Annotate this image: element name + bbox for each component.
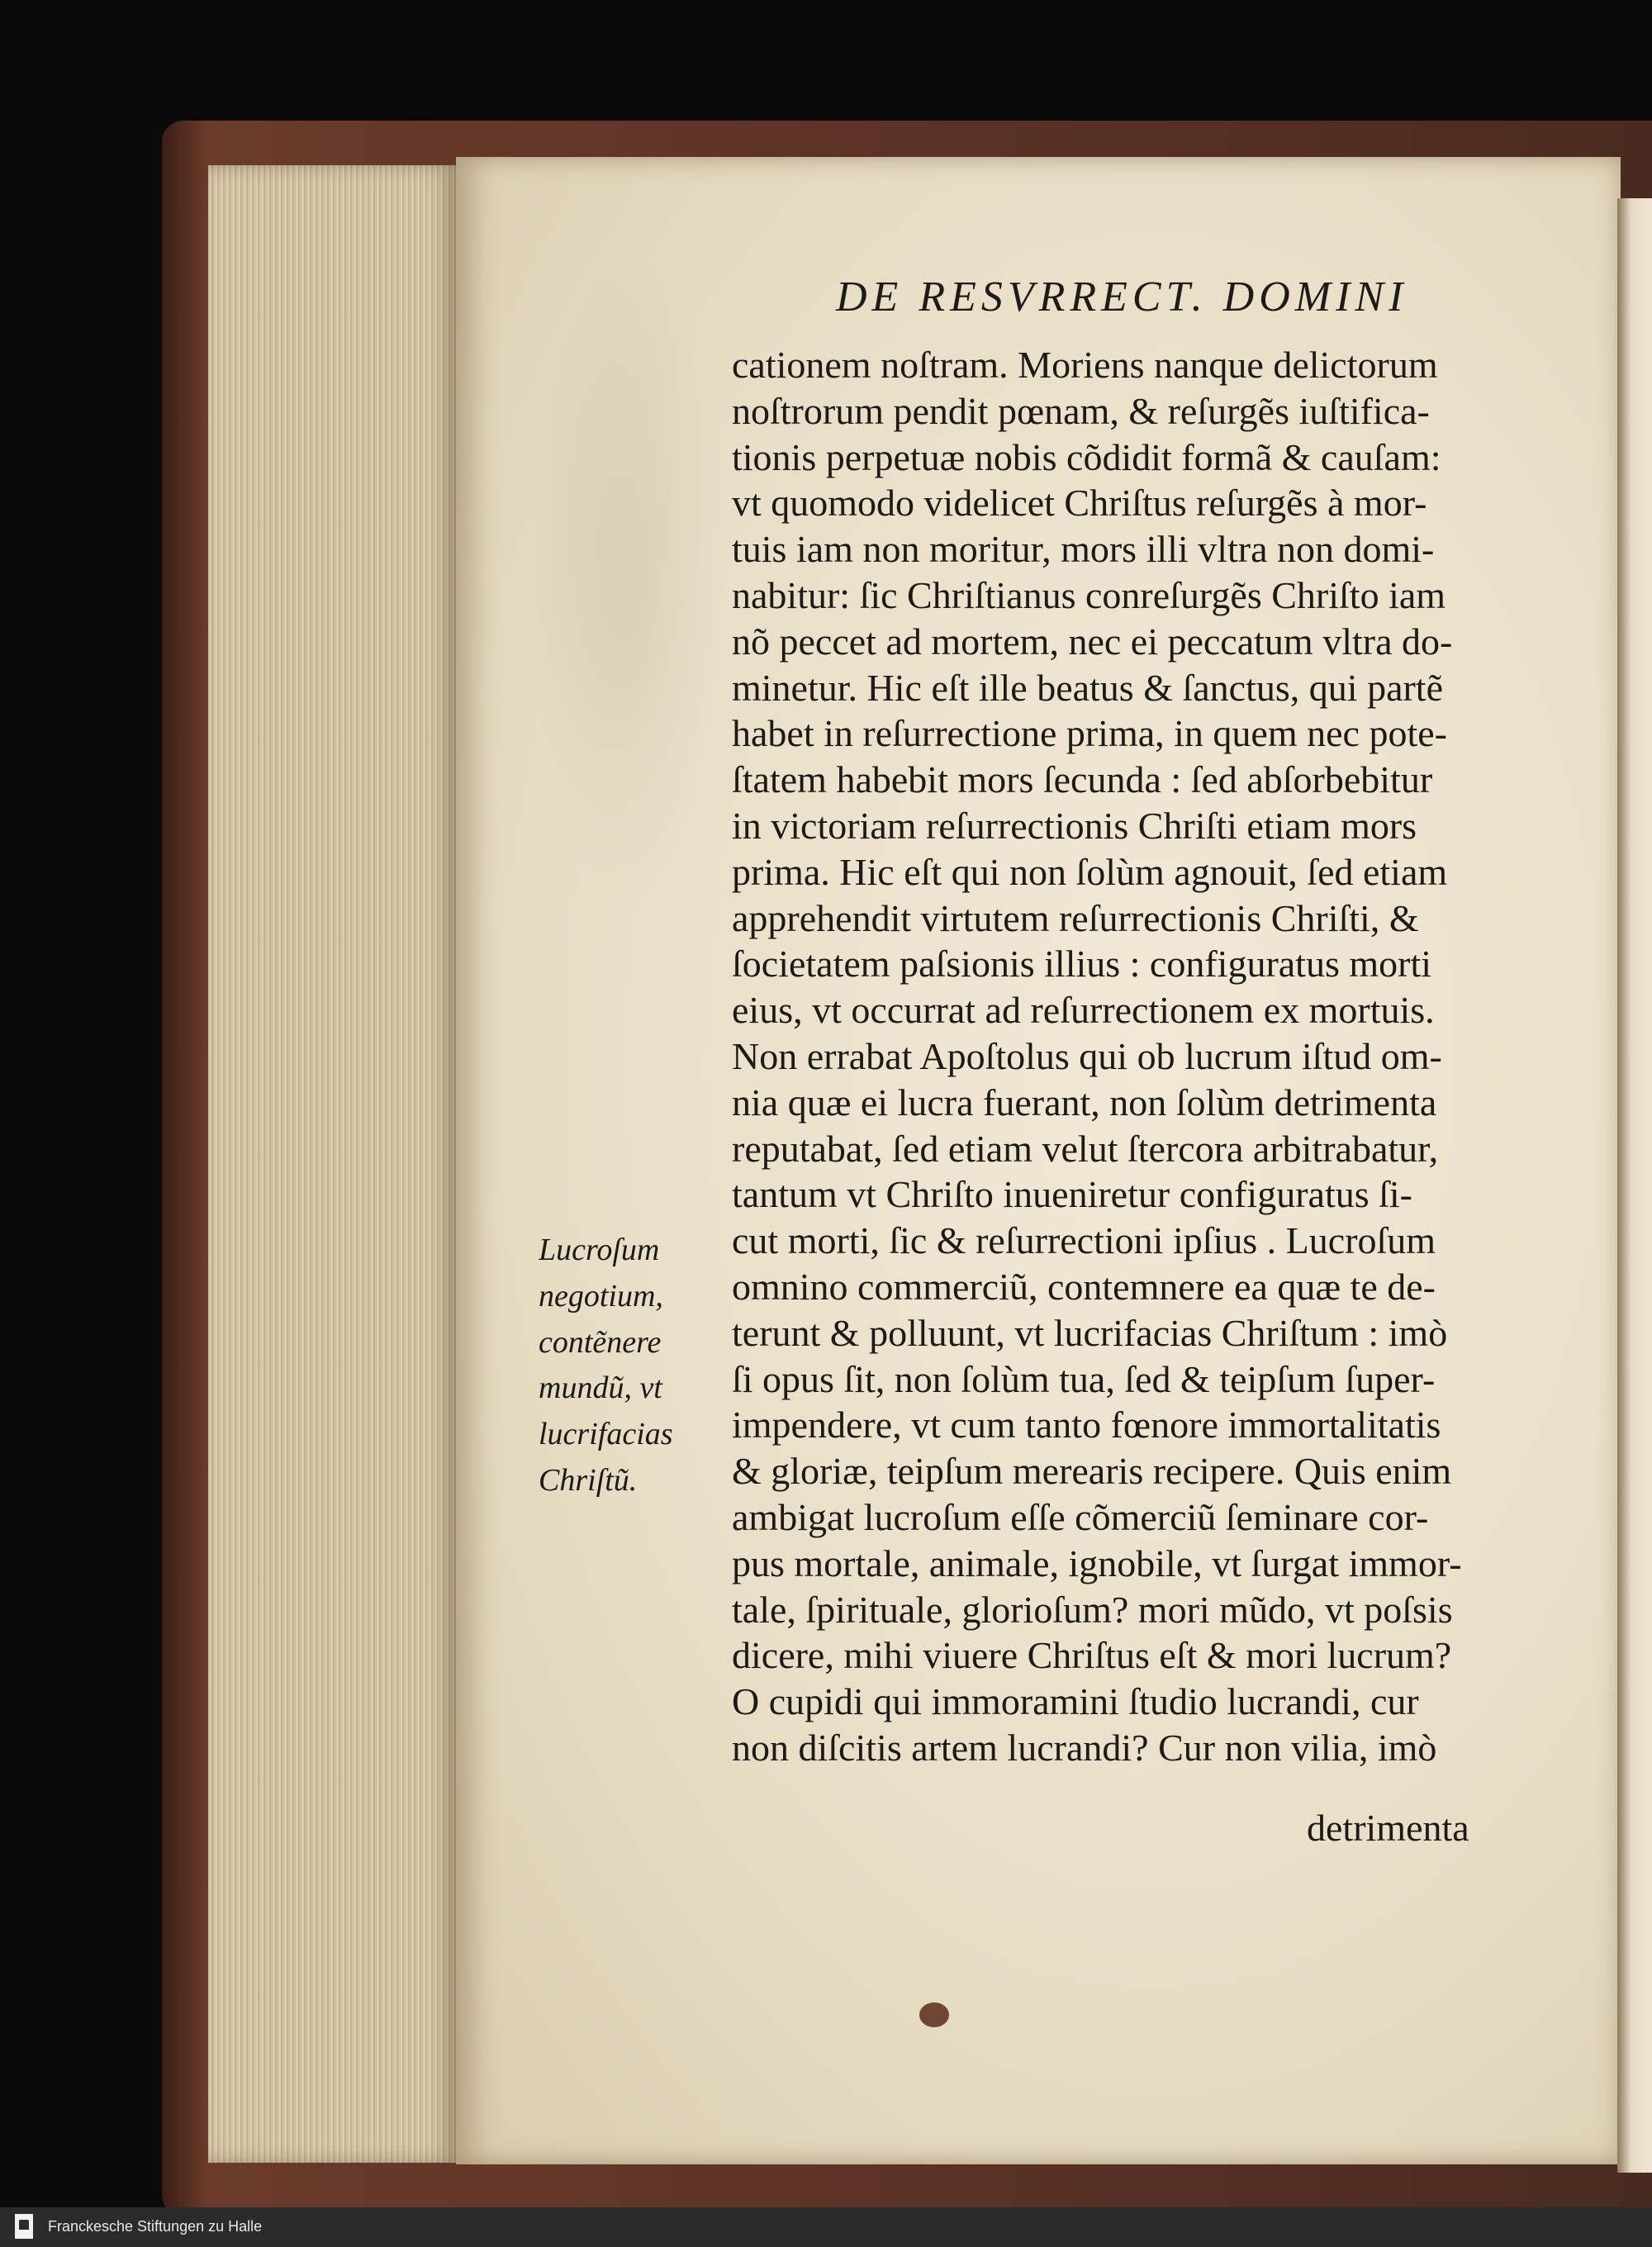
- text-line: nabitur: ſic Chriſtianus conreſurgẽs Chriſto iam: [732, 573, 1446, 616]
- marginal-note: [539, 1228, 729, 1504]
- show-through-shadow: [529, 248, 727, 909]
- text-line: Non errabat Apoſtolus qui ob lucrum iſtud om-: [732, 1034, 1442, 1077]
- text-line: omnino commerciũ, contemnere ea quæ te de-: [732, 1265, 1436, 1308]
- marginal-note-line: Chriſtũ.: [539, 1462, 638, 1498]
- footer-bar: [0, 2207, 1652, 2247]
- text-line: impendere, vt cum tanto fœnore immortalitatis: [732, 1404, 1441, 1447]
- text-line: tale, ſpirituale, glorioſum? mori mũdo, vt poſsis: [732, 1588, 1453, 1631]
- text-line: tionis perpetuæ nobis cõdidit formã & cauſam:: [732, 435, 1441, 478]
- text-line: non diſcitis artem lucrandi? Cur non vilia, imò: [732, 1726, 1437, 1769]
- institution-logo-icon: [15, 2214, 33, 2239]
- catchword: detrimenta: [1307, 1807, 1469, 1849]
- page-stack-edge: [208, 165, 456, 2163]
- ink-stain: [919, 2002, 949, 2027]
- text-line: tuis iam non moritur, mors illi vltra non domi-: [732, 528, 1435, 571]
- text-line: noſtrorum pendit pœnam, & reſurgẽs iuſtifica-: [732, 389, 1430, 432]
- text-line: dicere, mihi viuere Chriſtus eſt & mori lucrum?: [732, 1634, 1452, 1677]
- text-line: minetur. Hic eſt ille beatus & ſanctus, qui partẽ: [732, 666, 1443, 709]
- marginal-note-line: Lucroſum: [539, 1233, 660, 1267]
- marginal-note-line: negotium,: [539, 1278, 663, 1314]
- facing-page-edge: [1617, 198, 1652, 2173]
- marginal-note-line: lucrifacias: [539, 1417, 673, 1452]
- text-line: prima. Hic eſt qui non ſolùm agnouit, ſed etiam: [732, 850, 1448, 893]
- marginal-note-line: mundũ, vt: [539, 1371, 662, 1406]
- text-line: ſi opus ſit, non ſolùm tua, ſed & teipſum ſuper-: [732, 1357, 1436, 1400]
- text-line: terunt & polluunt, vt lucrifacias Chriſtum : imò: [732, 1311, 1448, 1354]
- marginal-note-line: contẽnere: [539, 1324, 662, 1360]
- text-line: cationem noſtram. Moriens nanque delictorum: [732, 344, 1438, 386]
- text-line: cut morti, ſic & reſurrectioni ipſius . Lucroſum: [732, 1219, 1436, 1262]
- text-line: tantum vt Chriſto inueniretur configuratus ſi-: [732, 1173, 1413, 1216]
- text-line: vt quomodo videlicet Chriſtus reſurgẽs à mor-: [732, 482, 1427, 525]
- text-line: in victoriam reſurrectionis Chriſti etiam mors: [732, 804, 1417, 847]
- text-line: reputabat, ſed etiam velut ſtercora arbitrabatur,: [732, 1127, 1439, 1170]
- text-line: habet in reſurrectione prima, in quem nec pote-: [732, 712, 1447, 755]
- text-line: O cupidi qui immoramini ſtudio lucrandi, cur: [732, 1680, 1419, 1723]
- text-line: nõ peccet ad mortem, nec ei peccatum vltra do-: [732, 620, 1453, 663]
- running-head: DE RESVRRECT. DOMINI: [836, 273, 1408, 321]
- text-line: eius, vt occurrat ad reſurrectionem ex mortuis.: [732, 989, 1435, 1032]
- text-line: & gloriæ, teipſum merearis recipere. Quis enim: [732, 1450, 1452, 1493]
- text-line: apprehendit virtutem reſurrectionis Chriſti, &: [732, 896, 1419, 939]
- body-text: [732, 342, 1558, 1771]
- text-line: ſtatem habebit mors ſecunda : ſed abſorbebitur: [732, 758, 1433, 801]
- text-line: pus mortale, animale, ignobile, vt ſurgat immor-: [732, 1542, 1462, 1584]
- text-line: ſocietatem paſsionis illius : configuratus morti: [732, 943, 1432, 986]
- text-line: ambigat lucroſum eſſe cõmerciũ ſeminare cor-: [732, 1495, 1429, 1538]
- text-line: nia quæ ei lucra fuerant, non ſolùm detrimenta: [732, 1081, 1437, 1124]
- institution-name: Franckesche Stiftungen zu Halle: [48, 2218, 263, 2235]
